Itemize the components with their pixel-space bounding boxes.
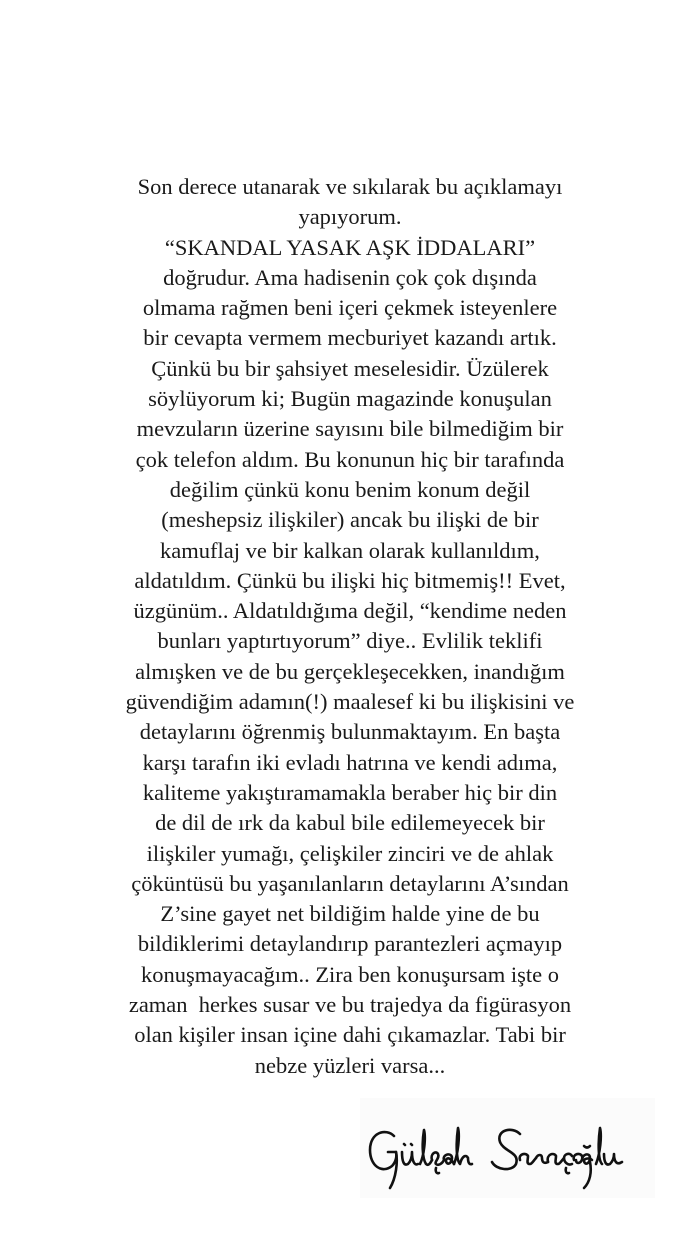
statement-line: kaliteme yakıştıramamakla beraber hiç bir din [142,779,558,805]
statement-line: aldatıldım. Çünkü bu ilişki hiç bitmemiş!! Evet, [134,567,566,593]
statement-line: konuşmayacağım.. Zira ben konuşursam işte o [140,961,560,987]
statement-line: ilişkiler yumağı, çelişkiler zinciri ve de ahlak [146,840,554,866]
statement-line: değilim çünkü konu benim konum değil [169,476,531,502]
statement-line: çok telefon aldım. Bu konunun hiç bir tarafında [135,446,565,472]
statement-line: olan kişiler insan içine dahi çıkamazlar. Tabi bir [134,1022,566,1048]
statement-heading: “SKANDAL YASAK AŞK İDDALARI” [164,234,536,260]
handwritten-signature-image [360,1098,655,1198]
statement-line: zaman herkes susar ve bu trajedya da figürasyon [128,992,572,1018]
statement-line: üzgünüm.. Aldatıldığıma değil, “kendime neden [133,598,567,624]
statement-line: almışken ve de bu gerçekleşecekken, inandığım [135,658,565,684]
statement-line: yapıyorum. [298,204,402,230]
statement-line: Z’sine gayet net bildiğim halde yine de bu [160,901,540,927]
statement-line: (meshepsiz ilişkiler) ancak bu ilişki de bir [161,507,539,533]
statement-line: nebze yüzleri varsa... [254,1052,446,1078]
statement-line: Son derece utanarak ve sıkılarak bu açıklamayı [137,174,563,199]
statement-line: Çünkü bu bir şahsiyet meselesidir. Üzülerek [151,355,549,381]
statement-line: güvendiğim adamın(!) maalesef ki bu ilişkisini ve [125,689,575,715]
statement-line: detaylarını öğrenmiş bulunmaktayım. En başta [139,719,561,745]
statement-line: bunları yaptırtıyorum” diye.. Evlilik teklifi [157,628,543,654]
statement-line: bildiklerimi detaylandırıp parantezleri açmayıp [137,931,563,957]
statement-line: olmama rağmen beni içeri çekmek isteyenlere [142,295,558,321]
statement-line: kamuflaj ve bir kalkan olarak kullanıldım, [160,537,540,563]
statement-line: çöküntüsü bu yaşanılanların detaylarını A’sından [131,870,569,896]
statement-line: doğrudur. Ama hadisenin çok çok dışında [163,264,537,290]
signature [360,1098,655,1198]
statement-line: de dil de ırk da kabul bile edilemeyecek bir [155,810,545,836]
statement-line: karşı tarafın iki evladı hatrına ve kendi adıma, [142,749,558,775]
statement-line: söylüyorum ki; Bugün magazinde konuşulan [148,386,552,412]
statement-text [60,172,640,1081]
statement-line: mevzuların üzerine sayısını bile bilmediğim bir [136,416,564,442]
statement-line: bir cevapta vermem mecburiyet kazandı artık. [143,325,557,351]
